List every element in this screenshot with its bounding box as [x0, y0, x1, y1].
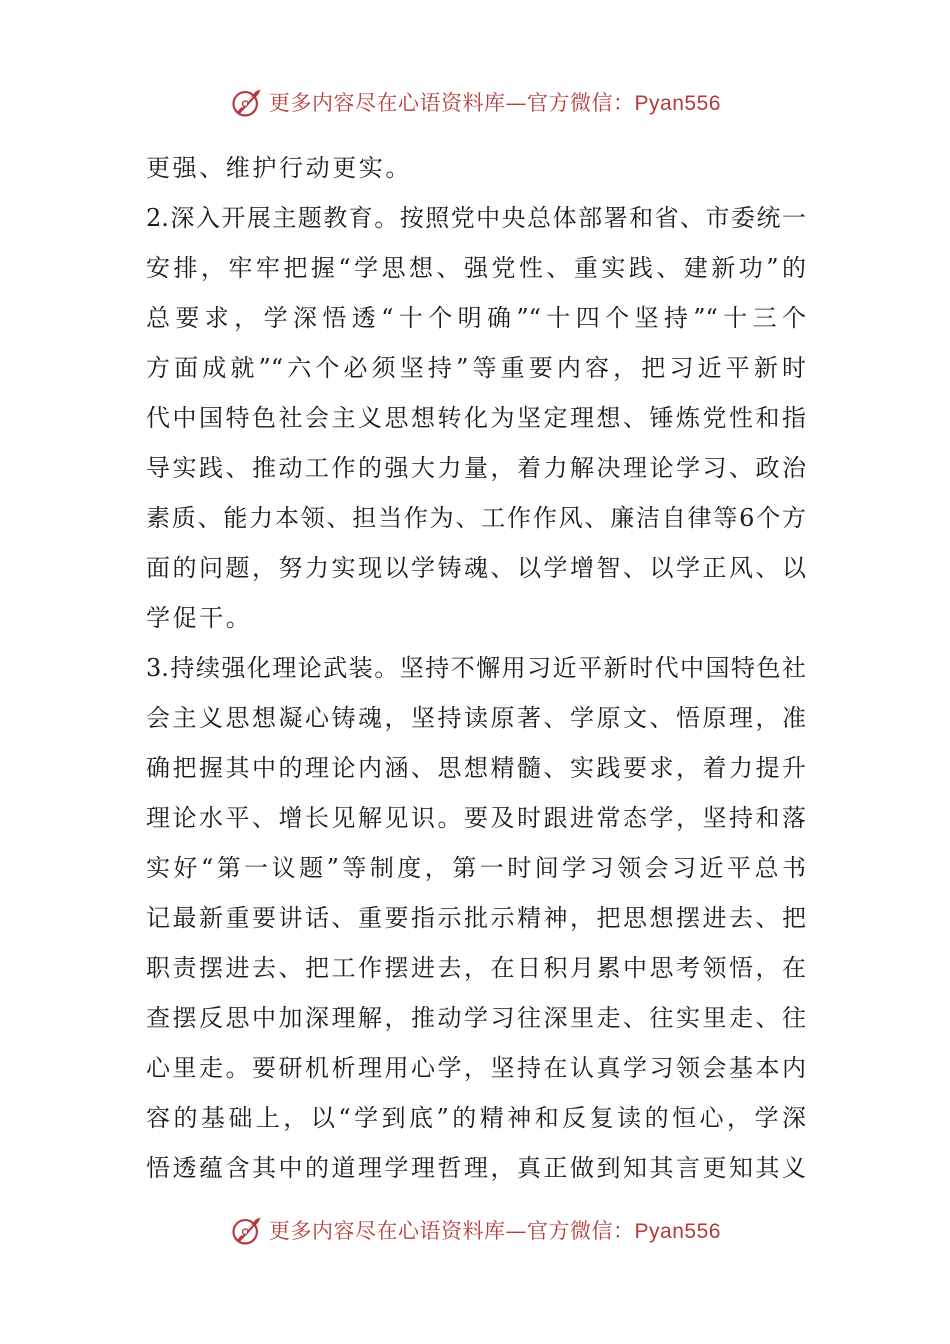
footer-banner-wechat-id: Pyan556 — [634, 1220, 721, 1243]
body-line: 总要求，学深悟透“十个明确”“十四个坚持”“十三个 — [146, 304, 806, 332]
header-banner-wechat-id: Pyan556 — [634, 92, 721, 115]
body-line: 容的基础上，以“学到底”的精神和反复读的恒心，学深 — [146, 1104, 806, 1132]
footer-banner — [0, 1210, 950, 1250]
body-line: 面的问题，努力实现以学铸魂、以学增智、以学正风、以 — [146, 554, 806, 582]
body-line: 方面成就”“六个必须坚持”等重要内容，把习近平新时 — [146, 354, 806, 382]
header-banner — [0, 82, 950, 122]
body-line: 实好“第一议题”等制度，第一时间学习领会习近平总书 — [146, 854, 806, 882]
body-line: 3.持续强化理论武装。坚持不懈用习近平新时代中国特色社 — [146, 654, 806, 682]
body-line: 素质、能力本领、担当作为、工作作风、廉洁自律等6个方 — [146, 504, 806, 532]
body-line: 安排，牢牢把握“学思想、强党性、重实践、建新功”的 — [146, 254, 806, 282]
header-banner-text: 更多内容尽在心语资料库—官方微信：Pyan556 — [269, 91, 721, 115]
body-line: 2.深入开展主题教育。按照党中央总体部署和省、市委统一 — [146, 204, 806, 232]
body-line: 确把握其中的理论内涵、思想精髓、实践要求，着力提升 — [146, 754, 806, 782]
body-line: 悟透蕴含其中的道理学理哲理，真正做到知其言更知其义 — [146, 1154, 806, 1182]
quill-pen-logo-icon — [229, 84, 265, 120]
body-line: 职责摆进去、把工作摆进去，在日积月累中思考领悟，在 — [146, 954, 806, 982]
body-line: 心里走。要研机析理用心学，坚持在认真学习领会基本内 — [146, 1054, 806, 1082]
body-line: 更强、维护行动更实。 — [146, 154, 412, 182]
body-line: 导实践、推动工作的强大力量，着力解决理论学习、政治 — [146, 454, 806, 482]
body-line: 查摆反思中加深理解，推动学习往深里走、往实里走、往 — [146, 1004, 806, 1032]
body-line: 会主义思想凝心铸魂，坚持读原著、学原文、悟原理，准 — [146, 704, 806, 732]
quill-pen-logo-icon — [229, 1212, 265, 1248]
footer-banner-text: 更多内容尽在心语资料库—官方微信：Pyan556 — [269, 1219, 721, 1243]
body-line: 理论水平、增长见解见识。要及时跟进常态学，坚持和落 — [146, 804, 806, 832]
document-body — [146, 143, 806, 1193]
body-line: 学促干。 — [146, 604, 253, 632]
body-line: 代中国特色社会主义思想转化为坚定理想、锤炼党性和指 — [146, 404, 806, 432]
body-line: 记最新重要讲话、重要指示批示精神，把思想摆进去、把 — [146, 904, 806, 932]
